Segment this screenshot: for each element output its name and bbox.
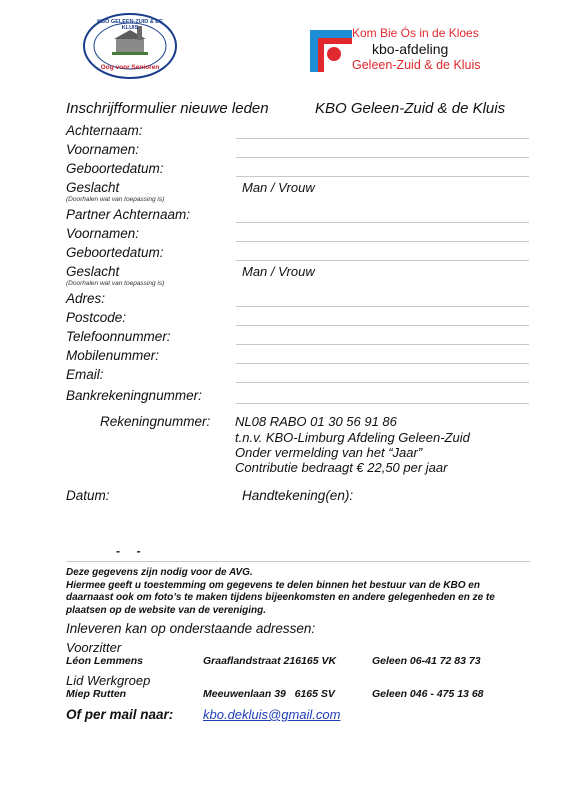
- account-holder: t.n.v. KBO-Limburg Afdeling Geleen-Zuid: [235, 430, 470, 445]
- geboortedatum-field[interactable]: [236, 176, 529, 177]
- label-achternaam: Achternaam:: [66, 123, 143, 138]
- label-voornamen: Voornamen:: [66, 142, 140, 157]
- email-field[interactable]: [236, 382, 529, 383]
- voornamen-field[interactable]: [236, 157, 529, 158]
- date-dashes[interactable]: - -: [116, 544, 141, 558]
- label-bankrekening: Bankrekeningnummer:: [66, 388, 202, 403]
- voorzitter-phone: Geleen 06-41 72 83 73: [372, 655, 481, 667]
- voorzitter-address: Graaflandstraat 216165 VK: [203, 655, 337, 667]
- logo-tagline: Oog voor Senioren: [100, 64, 160, 71]
- kloes-square-icon: [310, 30, 352, 72]
- label-adres: Adres:: [66, 291, 106, 306]
- payment-reference: Onder vermelding van het “Jaar”: [235, 445, 423, 460]
- label-partner-geboortedatum: Geboortedatum:: [66, 245, 164, 260]
- kloes-location: Geleen-Zuid & de Kluis: [352, 58, 481, 72]
- avg-notice: [66, 567, 536, 617]
- label-mobiel: Mobilenummer:: [66, 348, 160, 363]
- avg-notice-line1: Deze gegevens zijn nodig voor de AVG.: [66, 567, 253, 578]
- label-partner-voornamen: Voornamen:: [66, 226, 140, 241]
- avg-notice-line3: daarnaast ook om foto’s te maken tijdens bijeenkomsten en andere gelegenheden en ze te: [66, 592, 495, 603]
- achternaam-field[interactable]: [236, 138, 529, 139]
- label-geboortedatum: Geboortedatum:: [66, 161, 164, 176]
- werkgroep-name: Miep Rutten: [66, 688, 127, 700]
- telefoon-field[interactable]: [236, 344, 529, 345]
- logo-ring-text: KBO GELEEN-ZUID & DE KLUIS: [97, 19, 163, 31]
- partner-geslacht-choice[interactable]: Man / Vrouw: [242, 264, 315, 279]
- label-email: Email:: [66, 367, 104, 382]
- kloes-logo: [310, 26, 510, 76]
- voorzitter-title: Voorzitter: [66, 640, 122, 655]
- email-link[interactable]: kbo.dekluis@gmail.com: [203, 707, 341, 722]
- partner-achternaam-field[interactable]: [236, 222, 529, 223]
- label-datum: Datum:: [66, 488, 110, 503]
- voorzitter-name: Léon Lemmens: [66, 655, 144, 667]
- label-telefoon: Telefoonnummer:: [66, 329, 171, 344]
- werkgroep-address: Meeuwenlaan 39 6165 SV: [203, 688, 335, 700]
- label-postcode: Postcode:: [66, 310, 127, 325]
- werkgroep-phone: Geleen 046 - 475 13 68: [372, 688, 484, 700]
- label-rekeningnummer: Rekeningnummer:: [100, 414, 211, 429]
- postcode-field[interactable]: [236, 325, 529, 326]
- org-name: KBO Geleen-Zuid & de Kluis: [315, 100, 506, 117]
- form-title: Inschrijfformulier nieuwe leden: [66, 100, 269, 117]
- label-handtekening: Handtekening(en):: [242, 488, 354, 503]
- kloes-department: kbo-afdeling: [372, 41, 449, 57]
- contribution-amount: Contributie bedraagt € 22,50 per jaar: [235, 460, 448, 475]
- geslacht-hint: (Doorhalen wat van toepassing is): [66, 196, 165, 203]
- label-partner-geslacht: Geslacht: [66, 264, 120, 279]
- delivery-intro: Inleveren kan op onderstaande adressen:: [66, 621, 316, 636]
- label-partner-achternaam: Partner Achternaam:: [66, 207, 191, 222]
- avg-notice-line2: Hiermee geeft u toestemming om gegevens te delen binnen het bestuur van de KBO en: [66, 579, 480, 591]
- kbo-logo: [82, 12, 178, 80]
- mail-label: Of per mail naar:: [66, 707, 174, 722]
- mobiel-field[interactable]: [236, 363, 529, 364]
- bankrekening-field[interactable]: [236, 403, 529, 404]
- partner-geboortedatum-field[interactable]: [236, 260, 529, 261]
- iban: NL08 RABO 01 30 56 91 86: [235, 414, 397, 429]
- avg-notice-line4: plaatsen op de website van de vereniging.: [66, 604, 267, 616]
- partner-voornamen-field[interactable]: [236, 241, 529, 242]
- signature-line: [66, 561, 530, 562]
- werkgroep-title: Lid Werkgroep: [66, 673, 151, 688]
- adres-field[interactable]: [236, 306, 529, 307]
- kloes-slogan: Kom Bie Ós in de Kloes: [352, 26, 479, 40]
- geslacht-choice[interactable]: Man / Vrouw: [242, 180, 315, 195]
- label-geslacht: Geslacht: [66, 180, 120, 195]
- partner-geslacht-hint: (Doorhalen wat van toepassing is): [66, 280, 165, 287]
